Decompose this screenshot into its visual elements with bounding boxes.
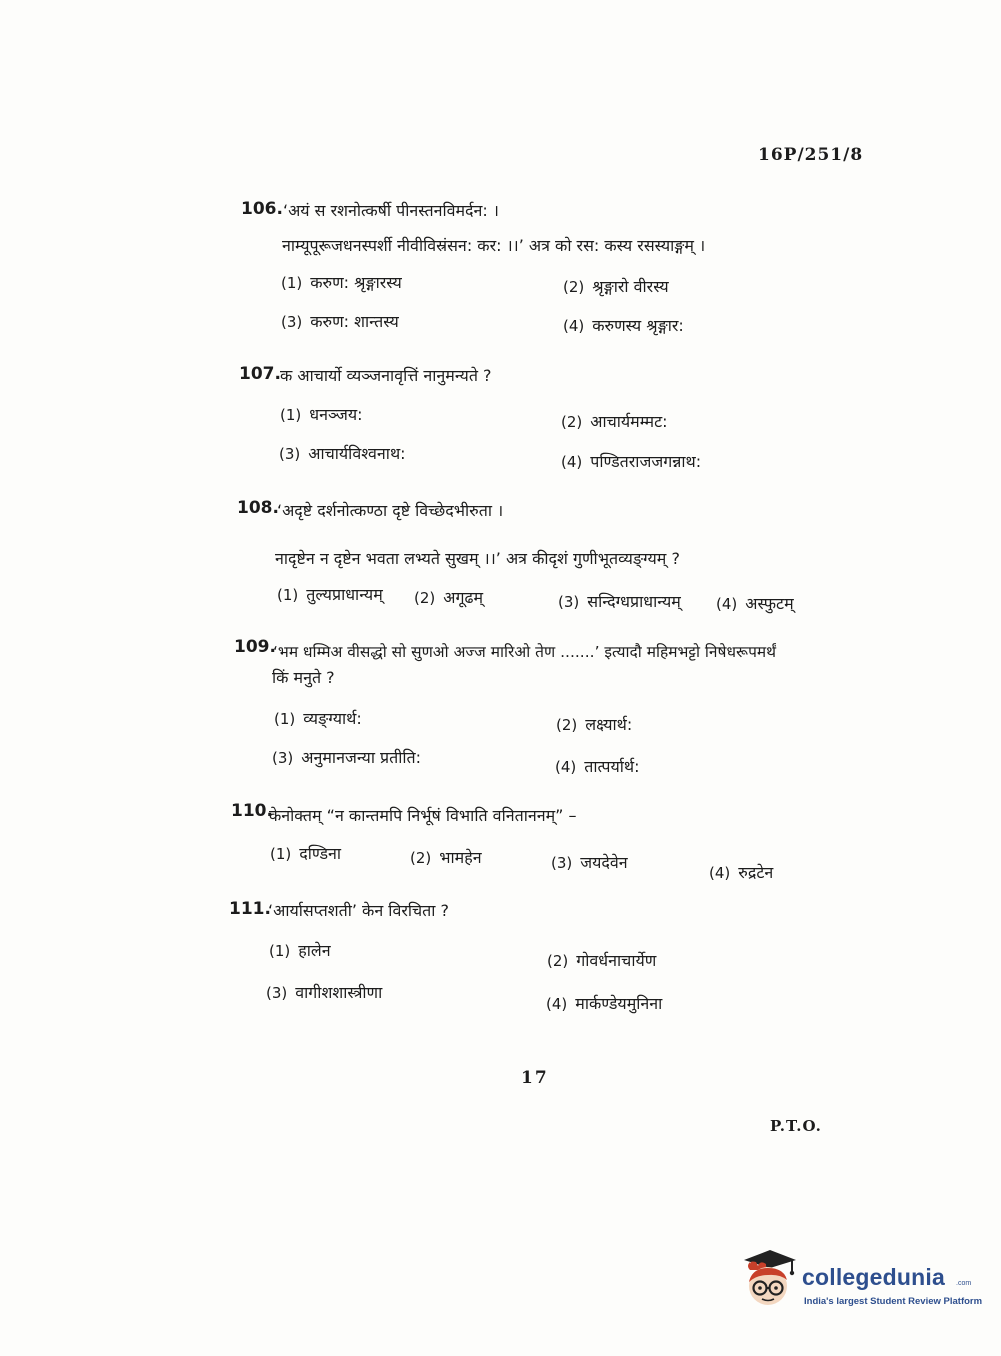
option-text: आचार्यविश्वनाथ: bbox=[308, 444, 406, 463]
option-3 bbox=[281, 310, 399, 332]
option-2 bbox=[556, 713, 632, 735]
option-text: अनुमानजन्या प्रतीति: bbox=[301, 748, 422, 767]
option-number: (4) bbox=[561, 453, 583, 471]
question-number: 106. bbox=[241, 199, 283, 219]
option-text: श्रृङ्गारो वीरस्य bbox=[592, 277, 669, 296]
option-text: अगूढम् bbox=[443, 588, 484, 607]
option-text: सन्दिग्धप्राधान्यम् bbox=[587, 592, 681, 611]
option-2 bbox=[414, 586, 483, 608]
option-3 bbox=[279, 442, 406, 464]
paper-code: 16P/251/8 bbox=[758, 145, 864, 165]
option-number: (2) bbox=[561, 413, 583, 431]
option-1 bbox=[280, 403, 363, 425]
option-4 bbox=[716, 592, 794, 614]
page-number: 17 bbox=[521, 1068, 549, 1088]
option-1 bbox=[277, 583, 383, 605]
option-4 bbox=[709, 861, 773, 883]
option-4 bbox=[555, 755, 639, 777]
option-number: (1) bbox=[269, 942, 291, 960]
option-number: (1) bbox=[280, 406, 302, 424]
option-number: (3) bbox=[279, 445, 301, 463]
option-number: (3) bbox=[281, 313, 303, 331]
option-2 bbox=[563, 275, 669, 297]
option-1 bbox=[281, 271, 402, 293]
option-2 bbox=[561, 410, 668, 432]
option-3 bbox=[272, 746, 421, 768]
option-text: धनञ्जय: bbox=[309, 405, 363, 424]
option-1 bbox=[269, 939, 331, 961]
option-number: (4) bbox=[716, 595, 738, 613]
option-text: लक्ष्यार्थ: bbox=[585, 715, 633, 734]
option-text: भामहेन bbox=[439, 848, 482, 867]
option-text: हालेन bbox=[298, 941, 331, 960]
mascot-icon bbox=[740, 1248, 798, 1308]
option-text: व्यङ्ग्यार्थ: bbox=[303, 709, 362, 728]
option-text: दण्डिना bbox=[299, 844, 342, 863]
option-3 bbox=[558, 590, 681, 612]
question-text-line2: नादृष्टेन न दृष्टेन भवता लभ्यते सुखम् ।।’ अत्र कीदृशं गुणीभूतव्यङ्ग्यम् ? bbox=[275, 549, 680, 568]
pto-note: P.T.O. bbox=[770, 1117, 822, 1135]
question-text-line1: ‘भम धम्मिअ वीसद्धो सो सुणओ अज्ज मारिओ तेण .......’ इत्यादौ महिमभट्टो निषेधरूपमर्थं bbox=[273, 643, 777, 661]
question-number: 107. bbox=[239, 364, 281, 384]
option-number: (3) bbox=[266, 984, 288, 1002]
option-number: (4) bbox=[563, 317, 585, 335]
option-2 bbox=[410, 846, 482, 868]
question-text-line1: ‘आर्यासप्तशती’ केन विरचिता ? bbox=[268, 901, 450, 920]
option-number: (4) bbox=[555, 758, 577, 776]
option-text: तात्पर्यार्थ: bbox=[584, 757, 640, 776]
option-4 bbox=[563, 314, 684, 336]
option-3 bbox=[551, 851, 628, 873]
option-number: (3) bbox=[551, 854, 573, 872]
option-number: (1) bbox=[274, 710, 296, 728]
option-text: रुद्रटेन bbox=[738, 863, 774, 882]
option-text: पण्डितराजजगन्नाथ: bbox=[590, 452, 702, 471]
question-number: 111. bbox=[229, 899, 271, 919]
option-number: (3) bbox=[272, 749, 294, 767]
question-text-line1: ‘अदृष्टे दर्शनोत्कण्ठा दृष्टे विच्छेदभीरुता । bbox=[277, 501, 504, 520]
question-text-line2: किं मनुते ? bbox=[272, 668, 335, 687]
option-2 bbox=[547, 949, 656, 971]
option-number: (4) bbox=[546, 995, 568, 1013]
question-number: 109. bbox=[234, 637, 276, 657]
option-text: आचार्यमम्मट: bbox=[590, 412, 668, 431]
option-number: (2) bbox=[410, 849, 432, 867]
brand-suffix: .com bbox=[956, 1280, 972, 1287]
option-number: (2) bbox=[556, 716, 578, 734]
option-text: करुण: श्रृङ्गारस्य bbox=[310, 273, 402, 292]
option-number: (1) bbox=[270, 845, 292, 863]
brand-name: collegedunia bbox=[802, 1264, 945, 1290]
question-text-line1: ‘अयं स रशनोत्कर्षी पीनस्तनविमर्दन: । bbox=[283, 201, 499, 220]
option-text: करुणस्य श्रृङ्गार: bbox=[592, 316, 684, 335]
option-number: (2) bbox=[563, 278, 585, 296]
option-text: जयदेवेन bbox=[580, 853, 628, 872]
question-number: 110. bbox=[231, 801, 273, 821]
option-4 bbox=[561, 450, 701, 472]
option-text: गोवर्धनाचार्येण bbox=[576, 951, 657, 970]
question-number: 108. bbox=[237, 498, 279, 518]
option-text: वागीशशास्त्रीणा bbox=[295, 983, 383, 1002]
option-number: (1) bbox=[281, 274, 303, 292]
question-text-line1: क आचार्यो व्यञ्जनावृत्तिं नानुमन्यते ? bbox=[280, 366, 492, 385]
option-number: (1) bbox=[277, 586, 299, 604]
option-text: अस्फुटम् bbox=[745, 594, 794, 613]
option-3 bbox=[266, 981, 382, 1003]
option-1 bbox=[274, 707, 362, 729]
option-number: (4) bbox=[709, 864, 731, 882]
question-text-line1: केनोक्तम् “न कान्तमपि निर्भूषं विभाति वनिताननम्” – bbox=[269, 806, 577, 825]
option-text: तुल्यप्राधान्यम् bbox=[306, 585, 383, 604]
option-number: (2) bbox=[547, 952, 569, 970]
brand-tagline: India's largest Student Review Platform bbox=[804, 1296, 983, 1307]
option-text: मार्कण्डेयमुनिना bbox=[575, 994, 663, 1013]
question-text-line2: नाम्यूपूरूजधनस्पर्शी नीवीविस्रंसन: कर: ।।’ अत्र को रस: कस्य रसस्याङ्गम् । bbox=[282, 236, 706, 255]
option-number: (2) bbox=[414, 589, 436, 607]
option-text: करुण: शान्तस्य bbox=[310, 312, 399, 331]
option-number: (3) bbox=[558, 593, 580, 611]
option-1 bbox=[270, 842, 341, 864]
option-4 bbox=[546, 992, 662, 1014]
